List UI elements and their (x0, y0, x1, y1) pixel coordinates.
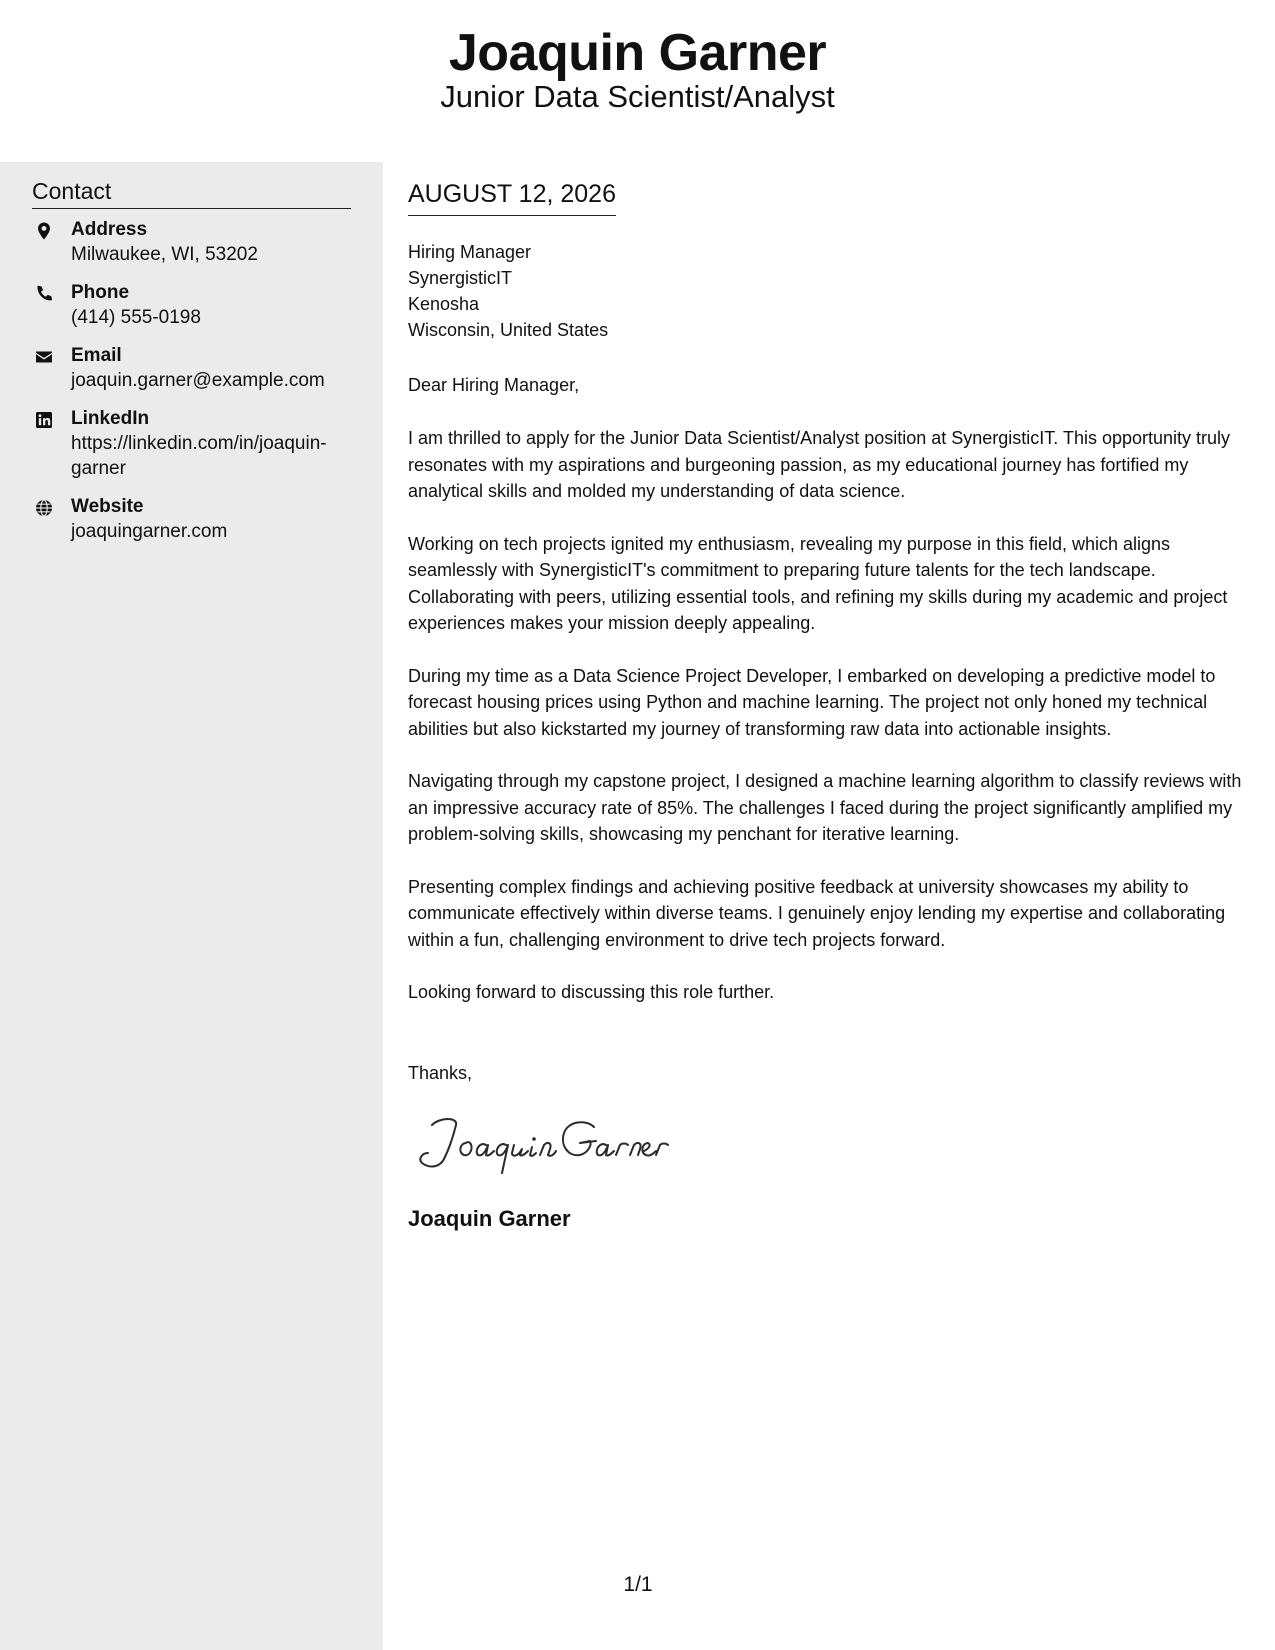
map-pin-icon (34, 221, 54, 241)
contact-item-address (32, 218, 362, 267)
letter-paragraphs (408, 425, 1253, 1032)
contact-value-phone: (414) 555-0198 (71, 307, 201, 328)
contact-label: Email (71, 345, 122, 366)
contact-list (32, 218, 362, 558)
applicant-name: Joaquin Garner (448, 24, 827, 82)
applicant-job-title: Junior Data Scientist/Analyst (440, 79, 835, 114)
recipient-company: SynergisticIT (408, 268, 513, 288)
salutation: Dear Hiring Manager, (408, 375, 580, 395)
page-number: 1/1 (623, 1573, 653, 1596)
letter-paragraph: Looking forward to discussing this role further. (408, 982, 775, 1002)
handwritten-signature (410, 1107, 670, 1177)
recipient-city: Kenosha (408, 294, 480, 314)
letter-paragraph: During my time as a Data Science Project Developer, I embarked on developing a predictive model to forecast housing prices using Python and machine learning. The project not only honed my technical abilities but also kickstarted my journey of transforming raw data into actionable insights. (408, 665, 1216, 739)
letter-paragraph: Navigating through my capstone project, I designed a machine learning algorithm to classify reviews with an impressive accuracy rate of 85%. The challenges I faced during the project significantly amplified my problem-solving skills, showcasing my penchant for iterative learning. (408, 771, 1242, 844)
envelope-icon (34, 347, 54, 367)
contact-item-website (32, 495, 362, 544)
contact-value-website: joaquingarner.com (71, 521, 228, 542)
recipient-name: Hiring Manager (408, 242, 532, 262)
closing: Thanks, (408, 1063, 473, 1083)
contact-value-email: joaquin.garner@example.com (71, 370, 325, 391)
letter-header (0, 0, 1275, 162)
recipient-region: Wisconsin, United States (408, 320, 609, 340)
contact-label: Phone (71, 282, 130, 303)
letter-paragraph: I am thrilled to apply for the Junior Data Scientist/Analyst position at SynergisticIT. This opportunity truly resonates with my aspirations and burgeoning passion, as my educational journey has fortified my analytical skills and molded my understanding of data science. (408, 428, 1231, 501)
linkedin-icon (34, 410, 54, 430)
contact-item-linkedin (32, 407, 362, 481)
contact-value-linkedin: https://linkedin.com/in/joaquin-garner (71, 433, 327, 479)
contact-sidebar (0, 162, 383, 1650)
recipient-block (408, 239, 608, 343)
letter-paragraph: Presenting complex findings and achieving positive feedback at university showcases my ability to communicate effectively within diverse teams. I genuinely enjoy lending my expertise and collaborating within a fun, challenging environment to drive tech projects forward. (408, 876, 1226, 950)
contact-label: Address (71, 219, 148, 240)
contact-value-address: Milwaukee, WI, 53202 (71, 244, 258, 265)
contact-item-email (32, 344, 362, 393)
contact-label: LinkedIn (71, 408, 150, 429)
letter-date: AUGUST 12, 2026 (408, 178, 616, 216)
globe-icon (34, 498, 54, 518)
signer-name: Joaquin Garner (408, 1206, 571, 1231)
contact-heading: Contact (32, 176, 351, 209)
phone-icon (34, 284, 54, 304)
letter-paragraph: Working on tech projects ignited my enthusiasm, revealing my purpose in this field, which aligns seamlessly with SynergisticIT's commitment to preparing future talents for the tech landscape. Collaborating with peers, utilizing essential tools, and refining my skills during my academic and project experiences makes your mission deeply appealing. (408, 533, 1228, 633)
contact-item-phone (32, 281, 362, 330)
contact-label: Website (71, 496, 144, 517)
